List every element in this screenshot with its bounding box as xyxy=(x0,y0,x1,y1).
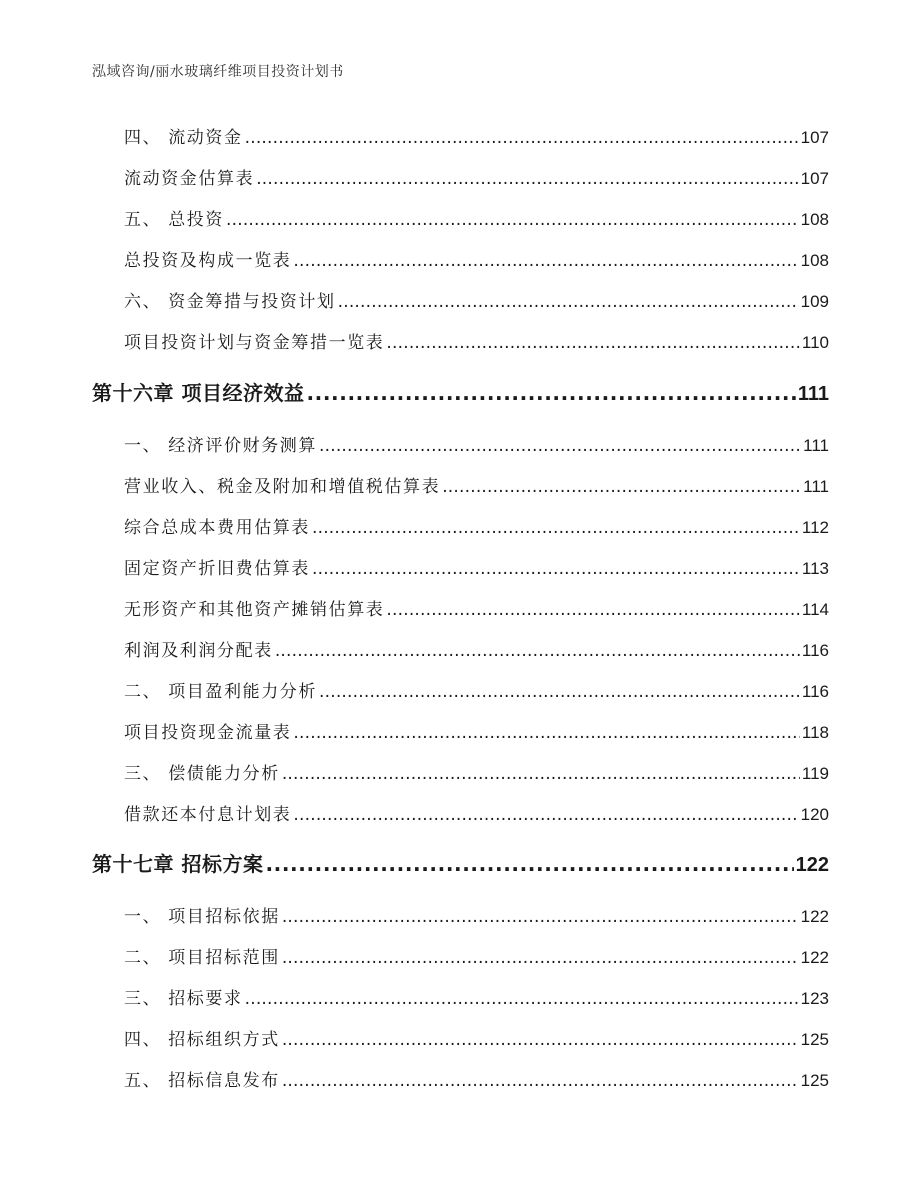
toc-dot-leader xyxy=(442,477,801,497)
toc-dot-leader xyxy=(282,1071,799,1091)
toc-entry-title: 一、 项目招标依据 xyxy=(124,907,280,927)
toc-entry-title: 总投资及构成一览表 xyxy=(124,251,292,271)
toc-entry-title: 无形资产和其他资产摊销估算表 xyxy=(124,600,385,620)
toc-page-number: 110 xyxy=(801,333,829,352)
toc-entry[interactable] xyxy=(124,902,829,928)
toc-entry-title: 借款还本付息计划表 xyxy=(124,805,292,825)
toc-page-number: 108 xyxy=(800,210,829,229)
toc-page-number: 111 xyxy=(803,477,829,496)
toc-entry[interactable] xyxy=(124,677,829,703)
toc-entry-title: 营业收入、税金及附加和增值税估算表 xyxy=(124,477,441,497)
toc-dot-leader xyxy=(312,518,800,538)
toc-entry-title: 利润及利润分配表 xyxy=(124,641,273,661)
toc-dot-leader xyxy=(282,948,799,968)
toc-dot-leader xyxy=(338,292,799,312)
toc-entry-title: 三、 招标要求 xyxy=(124,989,243,1009)
toc-entry[interactable] xyxy=(124,287,829,313)
toc-dot-leader xyxy=(282,1030,799,1050)
toc-entry[interactable] xyxy=(124,246,829,272)
toc-page-number: 122 xyxy=(800,907,829,926)
toc-entry[interactable] xyxy=(124,943,829,969)
toc-page-number: 111 xyxy=(797,383,829,405)
toc-entry[interactable] xyxy=(124,718,829,744)
toc-dot-leader xyxy=(293,723,799,743)
toc-entry-title: 固定资产折旧费估算表 xyxy=(124,559,310,579)
toc-entry[interactable] xyxy=(124,759,829,785)
toc-entry[interactable] xyxy=(124,984,829,1010)
toc-page-number: 123 xyxy=(800,989,829,1008)
toc-entry-title: 流动资金估算表 xyxy=(124,169,255,189)
toc-page-number: 112 xyxy=(801,518,829,537)
toc-entry[interactable] xyxy=(124,164,829,190)
toc-entry[interactable] xyxy=(124,513,829,539)
toc-page-number: 116 xyxy=(801,641,829,660)
toc-entry-title: 项目投资计划与资金筹措一览表 xyxy=(124,333,385,353)
toc-entry-title: 五、 总投资 xyxy=(124,210,225,230)
toc-dot-leader xyxy=(275,641,800,661)
toc-page-number: 107 xyxy=(800,169,829,188)
toc-entry[interactable] xyxy=(124,328,829,354)
toc-page-number: 113 xyxy=(801,559,829,578)
toc-page-number: 114 xyxy=(801,600,829,619)
toc-page-number: 109 xyxy=(800,292,829,311)
toc-page-number: 122 xyxy=(795,854,829,876)
toc-entry-title: 三、 偿债能力分析 xyxy=(124,764,280,784)
toc-dot-leader xyxy=(245,989,799,1009)
toc-dot-leader xyxy=(282,907,799,927)
toc-dot-leader xyxy=(293,805,798,825)
toc-dot-leader xyxy=(386,600,799,620)
toc-dot-leader xyxy=(256,169,798,189)
toc-entry-title: 项目投资现金流量表 xyxy=(124,723,292,743)
toc-entry[interactable] xyxy=(124,800,829,826)
toc-page-number: 119 xyxy=(801,764,829,783)
toc-entry[interactable] xyxy=(124,595,829,621)
toc-page-number: 108 xyxy=(800,251,829,270)
toc-chapter-entry[interactable] xyxy=(92,848,829,878)
toc-entry-title: 二、 项目盈利能力分析 xyxy=(124,682,318,702)
toc-chapter-title: 第十七章 招标方案 xyxy=(92,852,264,876)
toc-page-number: 107 xyxy=(800,128,829,147)
toc-page-number: 116 xyxy=(801,682,829,701)
toc-entry[interactable] xyxy=(124,472,829,498)
toc-dot-leader xyxy=(319,436,801,456)
toc-entry[interactable] xyxy=(124,1025,829,1051)
toc-entry-title: 一、 经济评价财务测算 xyxy=(124,436,318,456)
toc-dot-leader xyxy=(319,682,800,702)
toc-page-number: 120 xyxy=(800,805,829,824)
toc-page-number: 125 xyxy=(800,1071,829,1090)
toc-dot-leader xyxy=(265,852,793,876)
toc-page-number: 122 xyxy=(800,948,829,967)
toc-entry-title: 四、 招标组织方式 xyxy=(124,1030,280,1050)
toc-dot-leader xyxy=(386,333,799,353)
toc-dot-leader xyxy=(282,764,800,784)
toc-entry[interactable] xyxy=(124,636,829,662)
toc-page-number: 111 xyxy=(803,436,829,455)
toc-entry-title: 二、 项目招标范围 xyxy=(124,948,280,968)
toc-page-number: 125 xyxy=(800,1030,829,1049)
page-header: 泓域咨询/丽水玻璃纤维项目投资计划书 xyxy=(92,64,344,80)
toc-entry[interactable] xyxy=(124,554,829,580)
toc-entry-title: 综合总成本费用估算表 xyxy=(124,518,310,538)
toc-entry-title: 四、 流动资金 xyxy=(124,128,243,148)
toc-entry-title: 六、 资金筹措与投资计划 xyxy=(124,292,336,312)
toc-entry[interactable] xyxy=(124,431,829,457)
toc-dot-leader xyxy=(312,559,800,579)
toc-chapter-title: 第十六章 项目经济效益 xyxy=(92,381,305,405)
toc-entry[interactable] xyxy=(124,123,829,149)
toc-entry[interactable] xyxy=(124,205,829,231)
toc-chapter-entry[interactable] xyxy=(92,377,829,407)
toc-dot-leader xyxy=(306,381,795,405)
toc-dot-leader xyxy=(245,128,799,148)
toc-dot-leader xyxy=(226,210,799,230)
toc-entry[interactable] xyxy=(124,1066,829,1092)
toc-page-number: 118 xyxy=(801,723,829,742)
toc-dot-leader xyxy=(293,251,798,271)
toc-entry-title: 五、 招标信息发布 xyxy=(124,1071,280,1091)
